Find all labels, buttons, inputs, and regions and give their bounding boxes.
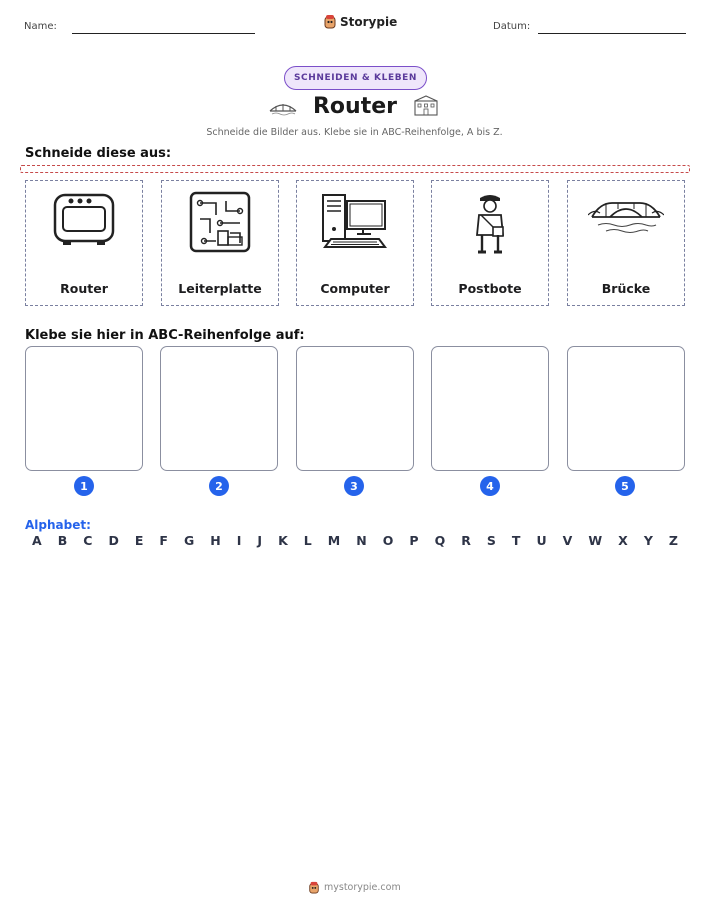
storypie-logo bbox=[323, 14, 397, 29]
card-label-router: Router bbox=[60, 281, 108, 296]
alphabet-letter: Y bbox=[643, 533, 653, 548]
storypie-mascot-icon bbox=[308, 881, 320, 894]
instructions: Schneide die Bilder aus. Klebe sie in ABC-Reihenfolge, A bis Z. bbox=[206, 127, 503, 138]
paste-slot-3[interactable] bbox=[296, 346, 414, 471]
slot-number-5: 5 bbox=[615, 476, 635, 496]
alphabet-letter: Z bbox=[668, 533, 678, 548]
paste-slot-1[interactable] bbox=[25, 346, 143, 471]
alphabet-heading: Alphabet: bbox=[25, 518, 91, 532]
alphabet-letter: N bbox=[356, 533, 367, 548]
storypie-mascot-icon bbox=[323, 14, 337, 29]
alphabet-letter: J bbox=[257, 533, 263, 548]
brand-name: Storypie bbox=[340, 14, 398, 29]
alphabet-letter: P bbox=[409, 533, 419, 548]
name-label: Name: bbox=[24, 21, 57, 32]
date-label: Datum: bbox=[493, 21, 531, 32]
alphabet-letter: I bbox=[236, 533, 242, 548]
alphabet-letter: O bbox=[382, 533, 394, 548]
mail-carrier-icon bbox=[467, 189, 513, 257]
alphabet-letter: F bbox=[159, 533, 168, 548]
cut-card-computer[interactable] bbox=[296, 180, 414, 306]
circuit-board-icon bbox=[186, 189, 254, 255]
cut-heading: Schneide diese aus: bbox=[25, 146, 172, 161]
page-title: Router bbox=[312, 94, 397, 119]
alphabet-letter: U bbox=[536, 533, 547, 548]
computer-icon bbox=[319, 189, 391, 253]
activity-badge: SCHNEIDEN & KLEBEN bbox=[284, 66, 427, 90]
alphabet-letter: T bbox=[511, 533, 521, 548]
alphabet-letter: X bbox=[618, 533, 628, 548]
alphabet-letter: S bbox=[486, 533, 496, 548]
alphabet-letter: Q bbox=[434, 533, 446, 548]
alphabet-letter: K bbox=[278, 533, 288, 548]
alphabet-letter: W bbox=[588, 533, 603, 548]
slot-number-3: 3 bbox=[344, 476, 364, 496]
alphabet-letter: R bbox=[461, 533, 471, 548]
cut-card-mail-carrier[interactable] bbox=[431, 180, 549, 306]
alphabet-row bbox=[32, 533, 678, 548]
paste-slot-2[interactable] bbox=[160, 346, 278, 471]
alphabet-letter: E bbox=[134, 533, 144, 548]
name-line bbox=[72, 33, 255, 34]
cut-card-circuit-board[interactable] bbox=[161, 180, 279, 306]
cut-card-bridge[interactable] bbox=[567, 180, 685, 306]
footer bbox=[308, 881, 401, 894]
slot-number-2: 2 bbox=[209, 476, 229, 496]
card-label-mail-carrier: Postbote bbox=[458, 281, 522, 296]
alphabet-letter: H bbox=[210, 533, 221, 548]
slot-number-4: 4 bbox=[480, 476, 500, 496]
alphabet-letter: A bbox=[32, 533, 42, 548]
alphabet-letter: C bbox=[83, 533, 93, 548]
paste-slot-4[interactable] bbox=[431, 346, 549, 471]
date-line bbox=[538, 33, 686, 34]
building-doodle-icon bbox=[412, 95, 440, 117]
footer-url[interactable]: mystorypie.com bbox=[324, 882, 401, 893]
slot-number-1: 1 bbox=[74, 476, 94, 496]
alphabet-letter: B bbox=[57, 533, 68, 548]
paste-heading: Klebe sie hier in ABC-Reihenfolge auf: bbox=[25, 328, 305, 343]
cut-card-router[interactable] bbox=[25, 180, 143, 306]
bridge-doodle-icon bbox=[268, 97, 298, 117]
bridge-icon bbox=[588, 189, 664, 241]
alphabet-letter: L bbox=[303, 533, 312, 548]
alphabet-letter: G bbox=[183, 533, 195, 548]
card-label-circuit-board: Leiterplatte bbox=[178, 281, 262, 296]
paste-slot-5[interactable] bbox=[567, 346, 685, 471]
cut-line bbox=[20, 165, 690, 173]
alphabet-letter: D bbox=[108, 533, 119, 548]
card-label-computer: Computer bbox=[320, 281, 390, 296]
alphabet-letter: M bbox=[327, 533, 341, 548]
card-label-bridge: Brücke bbox=[601, 281, 651, 296]
alphabet-letter: V bbox=[562, 533, 573, 548]
router-icon bbox=[49, 189, 119, 251]
